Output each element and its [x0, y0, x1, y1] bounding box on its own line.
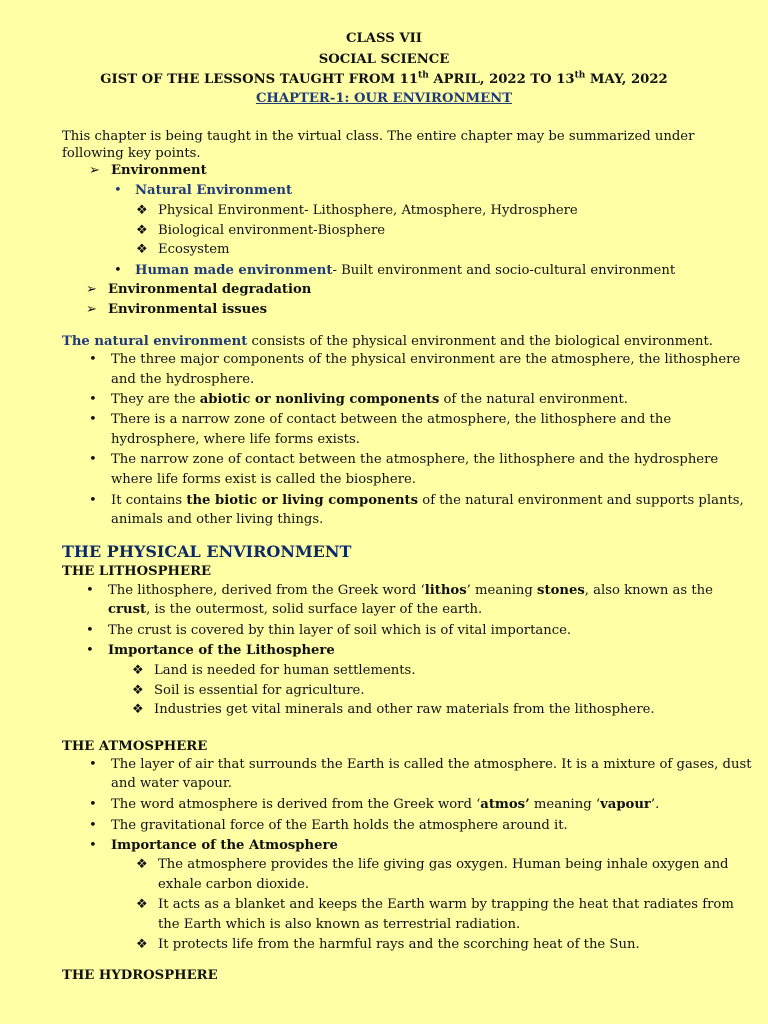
diamond-bullet-icon: ❖	[136, 242, 148, 257]
class-title: CLASS VII	[346, 31, 422, 46]
diamond-bullet-icon: ❖	[132, 702, 144, 717]
dot-bullet-icon: •	[86, 643, 94, 658]
dot-bullet-icon: •	[114, 183, 122, 198]
dot-bullet-icon: •	[114, 263, 122, 278]
dot-bullet-icon: •	[89, 392, 97, 407]
diamond-bullet-icon: ❖	[132, 683, 144, 698]
arrow-bullet-icon: ➢	[86, 282, 98, 297]
chapter-title: CHAPTER-1: OUR ENVIRONMENT	[255, 91, 513, 106]
intro-line-1: This chapter is being taught in the virtual class. The entire chapter may be summarized under	[62, 129, 695, 144]
dot-bullet-icon: •	[89, 452, 97, 467]
outline-natural-environment: Natural Environment	[135, 183, 293, 198]
natural-bullet-1-line-1: The three major components of the physical environment are the atmosphere, the lithosphere	[111, 352, 741, 367]
arrow-bullet-icon: ➢	[89, 163, 101, 178]
atmo-bullet-3: The gravitational force of the Earth holds the atmosphere around it.	[111, 818, 568, 833]
arrow-bullet-icon: ➢	[86, 302, 98, 317]
atmo-importance: Importance of the Atmosphere	[111, 838, 338, 853]
diamond-bullet-icon: ❖	[136, 937, 148, 952]
diamond-bullet-icon: ❖	[132, 663, 144, 678]
litho-importance-1: Land is needed for human settlements.	[154, 663, 416, 678]
gist-title: GIST OF THE LESSONS TAUGHT FROM 11th APRIL, 2022 TO 13th MAY, 2022	[100, 70, 668, 87]
dot-bullet-icon: •	[89, 493, 97, 508]
intro-line-2: following key points.	[62, 146, 201, 161]
atmo-importance-2-line-1: It acts as a blanket and keeps the Earth warm by trapping the heat that radiates from	[158, 897, 734, 912]
atmo-importance-2-line-2: the Earth which is also known as terrestrial radiation.	[158, 917, 521, 932]
litho-bullet-1-line-2: crust, is the outermost, solid surface layer of the earth.	[108, 602, 483, 617]
litho-importance-2: Soil is essential for agriculture.	[154, 683, 365, 698]
atmo-bullet-1-line-1: The layer of air that surrounds the Earth is called the atmosphere. It is a mixture of gases, dust	[111, 757, 752, 772]
physical-heading: THE PHYSICAL ENVIRONMENT	[62, 542, 352, 561]
dot-bullet-icon: •	[89, 838, 97, 853]
outline-biological: Biological environment-Biosphere	[158, 223, 386, 238]
diamond-bullet-icon: ❖	[136, 203, 148, 218]
outline-ecosystem: Ecosystem	[158, 242, 230, 257]
hydrosphere-heading: THE HYDROSPHERE	[62, 968, 218, 983]
atmo-importance-3: It protects life from the harmful rays and the scorching heat of the Sun.	[158, 937, 640, 952]
natural-bullet-5-line-1: It contains the biotic or living components of the natural environment and supports plants,	[111, 493, 744, 508]
outline-issues: Environmental issues	[108, 302, 268, 317]
litho-importance: Importance of the Lithosphere	[108, 643, 335, 658]
litho-importance-3: Industries get vital minerals and other raw materials from the lithosphere.	[154, 702, 655, 717]
natural-lead: The natural environment consists of the physical environment and the biological environment.	[62, 334, 713, 349]
dot-bullet-icon: •	[86, 583, 94, 598]
natural-bullet-1-line-2: and the hydrosphere.	[111, 372, 255, 387]
atmo-bullet-2: The word atmosphere is derived from the Greek word ‘atmos’ meaning ‘vapour’.	[111, 797, 660, 812]
natural-bullet-5-line-2: animals and other living things.	[111, 512, 324, 527]
atmo-bullet-1-line-2: and water vapour.	[111, 776, 232, 791]
natural-bullet-4-line-1: The narrow zone of contact between the atmosphere, the lithosphere and the hydrosphere	[111, 452, 719, 467]
diamond-bullet-icon: ❖	[136, 223, 148, 238]
natural-bullet-3-line-1: There is a narrow zone of contact between the atmosphere, the lithosphere and the	[111, 412, 672, 427]
natural-bullet-2: They are the abiotic or nonliving components of the natural environment.	[111, 392, 628, 407]
atmo-importance-1-line-1: The atmosphere provides the life giving gas oxygen. Human being inhale oxygen and	[158, 857, 729, 872]
outline-physical: Physical Environment- Lithosphere, Atmosphere, Hydrosphere	[158, 203, 578, 218]
lithosphere-heading: THE LITHOSPHERE	[62, 564, 212, 579]
diamond-bullet-icon: ❖	[136, 857, 148, 872]
outline-degradation: Environmental degradation	[108, 282, 312, 297]
litho-bullet-1-line-1: The lithosphere, derived from the Greek word ‘lithos’ meaning stones, also known as the	[108, 583, 713, 598]
natural-bullet-4-line-2: where life forms exist is called the biosphere.	[111, 472, 416, 487]
dot-bullet-icon: •	[86, 623, 94, 638]
atmo-importance-1-line-2: exhale carbon dioxide.	[158, 877, 310, 892]
dot-bullet-icon: •	[89, 352, 97, 367]
dot-bullet-icon: •	[89, 797, 97, 812]
dot-bullet-icon: •	[89, 757, 97, 772]
dot-bullet-icon: •	[89, 412, 97, 427]
subject-title: SOCIAL SCIENCE	[318, 52, 450, 67]
atmosphere-heading: THE ATMOSPHERE	[62, 739, 208, 754]
litho-bullet-2: The crust is covered by thin layer of soil which is of vital importance.	[108, 623, 572, 638]
outline-human-made: Human made environment- Built environment and socio-cultural environment	[135, 263, 676, 278]
dot-bullet-icon: •	[89, 818, 97, 833]
natural-bullet-3-line-2: hydrosphere, where life forms exists.	[111, 432, 360, 447]
diamond-bullet-icon: ❖	[136, 897, 148, 912]
outline-environment: Environment	[111, 163, 207, 178]
